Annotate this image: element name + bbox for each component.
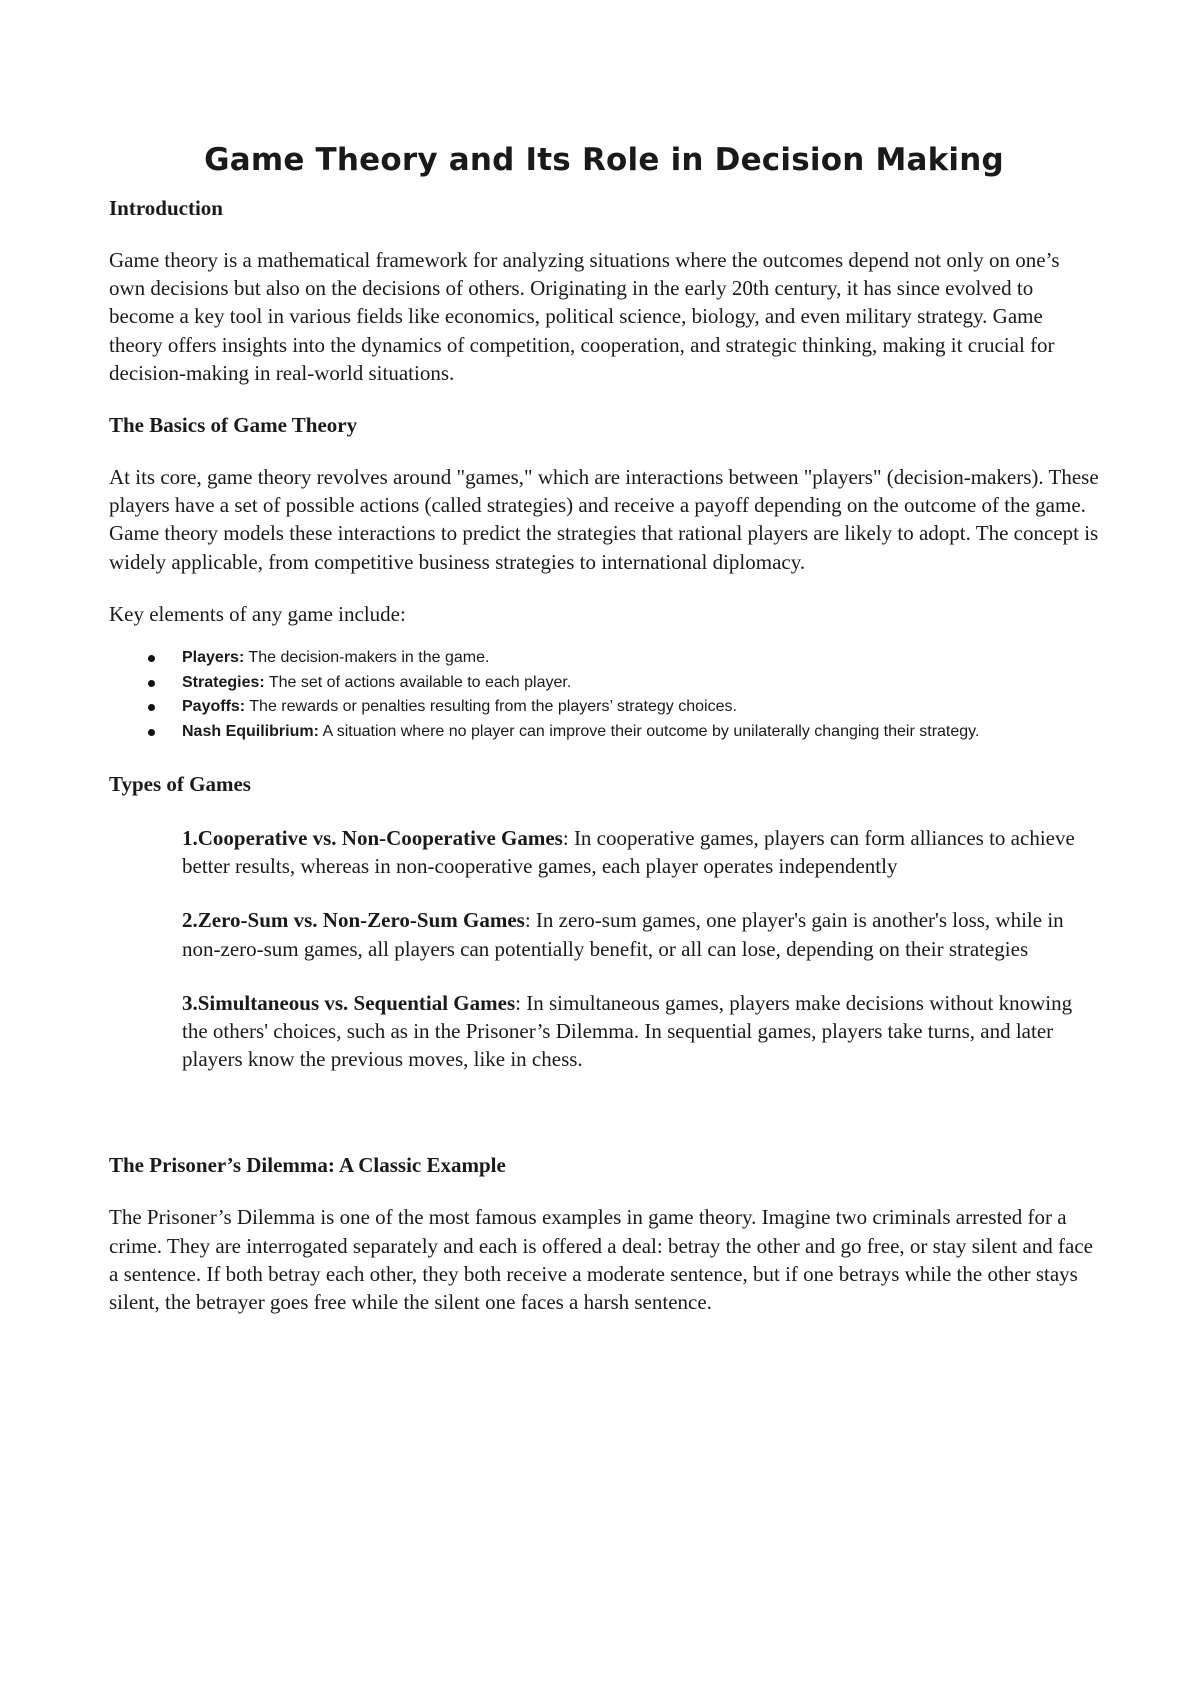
list-item-term: Payoffs: xyxy=(182,698,246,716)
game-type-text: : In zero-sum games, one player's gain is another's loss, while in non-zero-sum games, all players can potentially benefit, or all can lose, depending on their strategies xyxy=(182,908,1064,961)
list-item-text: The rewards or penalties resulting from the players’ strategy choices. xyxy=(245,698,737,716)
list-item-text: The decision-makers in the game. xyxy=(244,649,490,667)
document-title: Game Theory and Its Role in Decision Making xyxy=(204,142,1004,178)
bullet-icon xyxy=(148,680,155,687)
document-body xyxy=(109,142,1099,1316)
basics-paragraph: At its core, game theory revolves around "games," which are interactions between "players" (decision-makers). These players have a set of possible actions (called strategies) and receive a payoff depending on the outcome of the game. Game theory models these interactions to predict the strategies that rational players are likely to adopt. The concept is widely applicable, from competitive business strategies to international diplomacy. xyxy=(109,465,1099,574)
introduction-paragraph: Game theory is a mathematical framework for analyzing situations where the outcomes depend not only on one’s own decisions but also on the decisions of others. Originating in the early 20th century, it has since evolved to become a key tool in various fields like economics, political science, biology, and even military strategy. Game theory offers insights into the dynamics of competition, cooperation, and strategic thinking, making it crucial for decision-making in real-world situations. xyxy=(109,248,1060,385)
bullet-icon xyxy=(148,704,155,711)
bullet-icon xyxy=(148,655,155,662)
introduction-heading: Introduction xyxy=(109,196,223,220)
game-type-item xyxy=(109,824,1099,880)
game-type-number: 3. xyxy=(182,990,198,1015)
game-type-number: 2. xyxy=(182,908,198,933)
list-item-term: Strategies: xyxy=(182,673,265,691)
key-elements-list xyxy=(109,646,1099,744)
game-type-number: 1. xyxy=(182,826,198,851)
game-type-text: : In simultaneous games, players make decisions without knowing the others' choices, such as in the Prisoner’s Dilemma. In sequential games, players take turns, and later players know the previous moves, like in chess. xyxy=(182,990,1073,1072)
game-type-term: Simultaneous vs. Sequential Games xyxy=(197,990,516,1015)
game-type-item xyxy=(109,989,1099,1074)
prisoners-dilemma-heading: The Prisoner’s Dilemma: A Classic Example xyxy=(109,1153,506,1178)
game-type-text: : In cooperative games, players can form alliances to achieve better results, whereas in non-cooperative games, each player operates independently xyxy=(182,826,1075,879)
game-type-term: Zero-Sum vs. Non-Zero-Sum Games xyxy=(197,908,525,933)
types-heading: Types of Games xyxy=(109,772,251,797)
list-item xyxy=(182,720,1099,745)
list-item-text: The set of actions available to each player. xyxy=(264,673,572,691)
list-item-text: A situation where no player can improve their outcome by unilaterally changing their strategy. xyxy=(318,722,980,740)
game-type-item xyxy=(109,906,1099,962)
basics-heading: The Basics of Game Theory xyxy=(109,413,358,438)
list-item xyxy=(182,646,1099,671)
list-item-term: Nash Equilibrium: xyxy=(182,722,319,740)
list-item xyxy=(182,695,1099,720)
bullet-icon xyxy=(148,729,155,736)
key-elements-intro: Key elements of any game include: xyxy=(109,601,406,626)
list-item xyxy=(182,671,1099,696)
list-item-term: Players: xyxy=(182,649,245,667)
game-type-term: Cooperative vs. Non-Cooperative Games xyxy=(197,826,563,851)
prisoners-dilemma-paragraph: The Prisoner’s Dilemma is one of the most famous examples in game theory. Imagine two criminals arrested for a crime. They are interrogated separately and each is offered a deal: betray the other and go free, or stay silent and face a sentence. If both betray each other, they both receive a moderate sentence, but if one betrays while the other stays silent, the betrayer goes free while the silent one faces a harsh sentence. xyxy=(109,1205,1094,1315)
